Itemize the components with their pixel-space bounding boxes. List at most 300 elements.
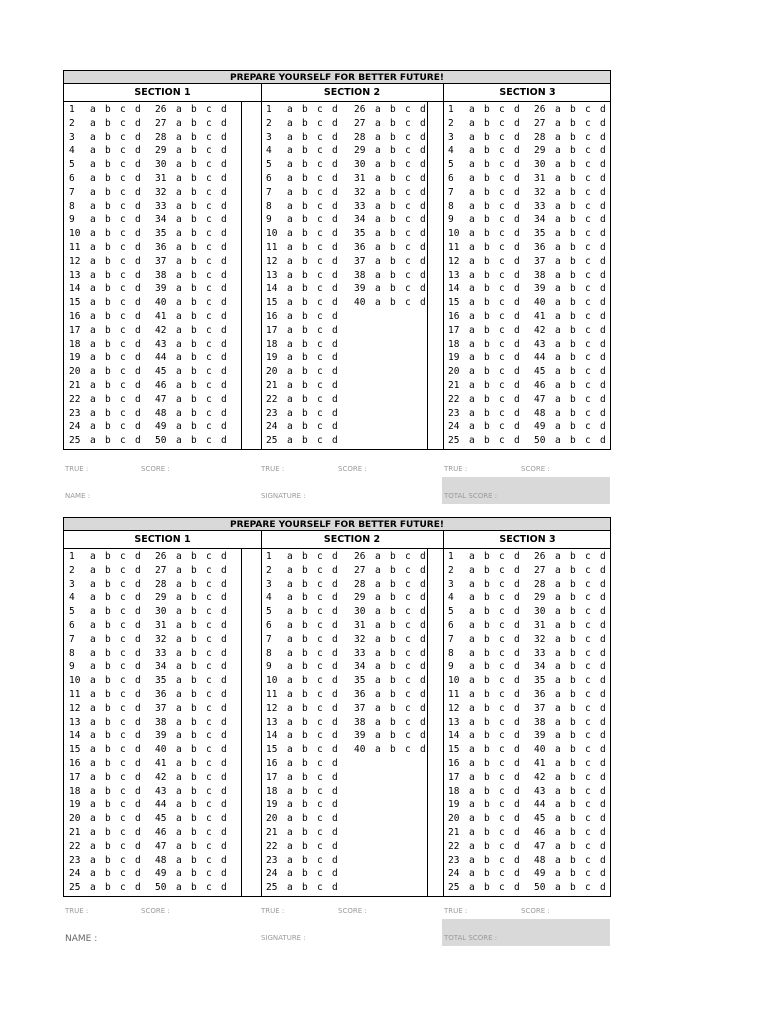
option-a[interactable]: a [90,551,96,562]
option-c[interactable]: c [206,310,212,322]
option-b[interactable]: b [570,840,576,852]
option-b[interactable]: b [105,661,111,673]
option-c[interactable]: c [499,421,505,433]
option-b[interactable]: b [484,117,490,129]
option-a[interactable]: a [469,578,475,590]
option-b[interactable]: b [570,366,576,378]
option-b[interactable]: b [105,592,111,604]
option-c[interactable]: c [585,744,591,756]
option-c[interactable]: c [585,826,591,838]
option-b[interactable]: b [570,241,576,253]
option-c[interactable]: c [317,117,323,129]
option-d[interactable]: d [332,633,338,645]
option-b[interactable]: b [302,813,308,825]
option-a[interactable]: a [176,661,182,673]
option-d[interactable]: d [600,310,606,322]
option-c[interactable]: c [585,647,591,659]
option-a[interactable]: a [555,324,561,336]
option-d[interactable]: d [332,338,338,350]
option-c[interactable]: c [585,255,591,267]
option-c[interactable]: c [317,757,323,769]
option-b[interactable]: b [105,578,111,590]
option-b[interactable]: b [484,407,490,419]
option-b[interactable]: b [302,269,308,281]
option-d[interactable]: d [135,297,141,309]
option-a[interactable]: a [287,675,293,687]
option-d[interactable]: d [221,868,227,880]
option-c[interactable]: c [317,730,323,742]
option-a[interactable]: a [176,352,182,364]
option-b[interactable]: b [484,661,490,673]
option-a[interactable]: a [176,131,182,143]
option-d[interactable]: d [600,407,606,419]
option-a[interactable]: a [555,214,561,226]
option-d[interactable]: d [135,826,141,838]
option-b[interactable]: b [484,606,490,618]
option-b[interactable]: b [302,104,308,115]
option-a[interactable]: a [469,730,475,742]
option-a[interactable]: a [469,785,475,797]
option-d[interactable]: d [514,826,520,838]
option-b[interactable]: b [570,799,576,811]
option-d[interactable]: d [600,145,606,157]
option-c[interactable]: c [120,200,126,212]
option-a[interactable]: a [555,338,561,350]
option-b[interactable]: b [302,716,308,728]
option-d[interactable]: d [332,854,338,866]
option-c[interactable]: c [405,688,411,700]
option-d[interactable]: d [332,117,338,129]
option-c[interactable]: c [120,269,126,281]
option-d[interactable]: d [332,186,338,198]
option-d[interactable]: d [332,131,338,143]
option-d[interactable]: d [332,785,338,797]
option-b[interactable]: b [191,324,197,336]
option-b[interactable]: b [191,104,197,115]
option-c[interactable]: c [120,324,126,336]
option-a[interactable]: a [176,606,182,618]
option-b[interactable]: b [105,716,111,728]
option-a[interactable]: a [469,297,475,309]
option-b[interactable]: b [570,675,576,687]
option-a[interactable]: a [176,619,182,631]
option-a[interactable]: a [469,606,475,618]
option-c[interactable]: c [317,200,323,212]
option-c[interactable]: c [317,744,323,756]
option-c[interactable]: c [206,352,212,364]
option-b[interactable]: b [105,606,111,618]
option-b[interactable]: b [570,435,576,447]
option-d[interactable]: d [514,688,520,700]
option-b[interactable]: b [191,868,197,880]
option-c[interactable]: c [405,117,411,129]
option-d[interactable]: d [221,578,227,590]
option-b[interactable]: b [570,421,576,433]
option-b[interactable]: b [302,702,308,714]
option-c[interactable]: c [585,564,591,576]
option-d[interactable]: d [600,338,606,350]
option-d[interactable]: d [135,606,141,618]
option-a[interactable]: a [176,283,182,295]
option-b[interactable]: b [105,255,111,267]
option-d[interactable]: d [514,379,520,391]
option-b[interactable]: b [302,366,308,378]
option-b[interactable]: b [191,564,197,576]
option-b[interactable]: b [302,688,308,700]
option-d[interactable]: d [135,592,141,604]
option-d[interactable]: d [420,172,426,184]
option-d[interactable]: d [221,393,227,405]
option-b[interactable]: b [570,393,576,405]
option-b[interactable]: b [570,716,576,728]
option-c[interactable]: c [120,813,126,825]
option-b[interactable]: b [302,730,308,742]
option-a[interactable]: a [469,702,475,714]
option-b[interactable]: b [105,269,111,281]
option-d[interactable]: d [332,324,338,336]
option-d[interactable]: d [135,647,141,659]
option-d[interactable]: d [135,633,141,645]
option-d[interactable]: d [332,283,338,295]
option-a[interactable]: a [375,564,381,576]
option-d[interactable]: d [221,104,227,115]
option-a[interactable]: a [375,200,381,212]
option-a[interactable]: a [469,186,475,198]
option-a[interactable]: a [469,117,475,129]
option-d[interactable]: d [420,145,426,157]
option-b[interactable]: b [105,421,111,433]
option-a[interactable]: a [287,771,293,783]
option-d[interactable]: d [514,633,520,645]
option-a[interactable]: a [287,352,293,364]
option-c[interactable]: c [499,228,505,240]
option-d[interactable]: d [600,241,606,253]
option-a[interactable]: a [469,131,475,143]
option-d[interactable]: d [135,564,141,576]
option-a[interactable]: a [90,131,96,143]
option-a[interactable]: a [176,186,182,198]
option-d[interactable]: d [600,771,606,783]
option-d[interactable]: d [221,435,227,447]
option-b[interactable]: b [191,283,197,295]
option-b[interactable]: b [191,131,197,143]
option-b[interactable]: b [105,813,111,825]
option-d[interactable]: d [600,214,606,226]
option-b[interactable]: b [105,619,111,631]
option-c[interactable]: c [317,297,323,309]
option-c[interactable]: c [206,131,212,143]
option-b[interactable]: b [570,200,576,212]
option-a[interactable]: a [555,702,561,714]
option-d[interactable]: d [420,619,426,631]
option-d[interactable]: d [332,310,338,322]
option-b[interactable]: b [191,785,197,797]
option-c[interactable]: c [206,647,212,659]
option-a[interactable]: a [90,117,96,129]
option-a[interactable]: a [287,159,293,171]
option-c[interactable]: c [206,868,212,880]
option-a[interactable]: a [287,633,293,645]
option-a[interactable]: a [469,421,475,433]
option-d[interactable]: d [135,702,141,714]
option-c[interactable]: c [120,730,126,742]
option-c[interactable]: c [120,421,126,433]
option-c[interactable]: c [585,730,591,742]
option-a[interactable]: a [375,675,381,687]
option-d[interactable]: d [514,421,520,433]
option-d[interactable]: d [332,688,338,700]
option-d[interactable]: d [221,407,227,419]
option-c[interactable]: c [499,606,505,618]
option-c[interactable]: c [317,592,323,604]
option-b[interactable]: b [484,813,490,825]
option-b[interactable]: b [570,757,576,769]
option-a[interactable]: a [176,592,182,604]
option-a[interactable]: a [469,435,475,447]
option-d[interactable]: d [135,338,141,350]
option-a[interactable]: a [176,435,182,447]
option-b[interactable]: b [191,771,197,783]
option-d[interactable]: d [332,352,338,364]
option-d[interactable]: d [135,131,141,143]
option-d[interactable]: d [600,564,606,576]
option-c[interactable]: c [317,551,323,562]
option-b[interactable]: b [191,366,197,378]
option-b[interactable]: b [191,716,197,728]
option-a[interactable]: a [176,338,182,350]
option-d[interactable]: d [135,578,141,590]
option-b[interactable]: b [191,840,197,852]
option-a[interactable]: a [469,647,475,659]
option-a[interactable]: a [375,283,381,295]
option-c[interactable]: c [499,117,505,129]
option-d[interactable]: d [221,255,227,267]
option-c[interactable]: c [585,592,591,604]
option-b[interactable]: b [484,619,490,631]
option-d[interactable]: d [514,214,520,226]
option-c[interactable]: c [317,421,323,433]
option-a[interactable]: a [555,647,561,659]
option-b[interactable]: b [570,131,576,143]
option-c[interactable]: c [120,338,126,350]
option-a[interactable]: a [90,310,96,322]
option-a[interactable]: a [90,688,96,700]
option-b[interactable]: b [570,338,576,350]
option-d[interactable]: d [514,854,520,866]
option-b[interactable]: b [302,407,308,419]
option-d[interactable]: d [221,757,227,769]
option-d[interactable]: d [221,310,227,322]
option-b[interactable]: b [191,882,197,894]
option-b[interactable]: b [191,393,197,405]
option-d[interactable]: d [420,564,426,576]
option-d[interactable]: d [221,702,227,714]
option-a[interactable]: a [287,104,293,115]
option-c[interactable]: c [120,785,126,797]
option-a[interactable]: a [555,117,561,129]
option-d[interactable]: d [332,826,338,838]
option-b[interactable]: b [570,379,576,391]
option-a[interactable]: a [90,868,96,880]
option-c[interactable]: c [405,675,411,687]
option-d[interactable]: d [420,688,426,700]
option-b[interactable]: b [484,799,490,811]
option-c[interactable]: c [120,757,126,769]
option-b[interactable]: b [105,117,111,129]
option-a[interactable]: a [287,785,293,797]
option-c[interactable]: c [206,186,212,198]
option-b[interactable]: b [105,200,111,212]
option-c[interactable]: c [120,352,126,364]
option-c[interactable]: c [405,661,411,673]
option-c[interactable]: c [585,131,591,143]
option-b[interactable]: b [390,564,396,576]
option-b[interactable]: b [105,675,111,687]
option-c[interactable]: c [585,186,591,198]
option-c[interactable]: c [499,551,505,562]
option-d[interactable]: d [135,366,141,378]
option-d[interactable]: d [420,104,426,115]
option-b[interactable]: b [484,145,490,157]
option-c[interactable]: c [405,578,411,590]
option-c[interactable]: c [405,172,411,184]
option-c[interactable]: c [585,407,591,419]
option-a[interactable]: a [375,592,381,604]
option-d[interactable]: d [514,675,520,687]
option-d[interactable]: d [221,297,227,309]
option-c[interactable]: c [317,716,323,728]
option-c[interactable]: c [499,393,505,405]
option-d[interactable]: d [420,241,426,253]
option-a[interactable]: a [375,172,381,184]
option-b[interactable]: b [302,592,308,604]
option-d[interactable]: d [332,592,338,604]
option-b[interactable]: b [570,407,576,419]
option-d[interactable]: d [221,324,227,336]
option-b[interactable]: b [484,186,490,198]
option-a[interactable]: a [287,393,293,405]
option-c[interactable]: c [317,159,323,171]
option-a[interactable]: a [287,757,293,769]
option-c[interactable]: c [499,675,505,687]
option-a[interactable]: a [469,338,475,350]
option-a[interactable]: a [176,200,182,212]
option-a[interactable]: a [176,241,182,253]
option-b[interactable]: b [105,840,111,852]
option-a[interactable]: a [555,771,561,783]
option-b[interactable]: b [302,854,308,866]
option-d[interactable]: d [135,716,141,728]
option-b[interactable]: b [570,104,576,115]
option-c[interactable]: c [499,757,505,769]
option-c[interactable]: c [405,214,411,226]
option-c[interactable]: c [499,633,505,645]
option-d[interactable]: d [135,145,141,157]
option-d[interactable]: d [221,283,227,295]
option-a[interactable]: a [375,255,381,267]
option-b[interactable]: b [302,172,308,184]
option-b[interactable]: b [484,352,490,364]
option-d[interactable]: d [514,730,520,742]
option-a[interactable]: a [176,117,182,129]
option-d[interactable]: d [514,310,520,322]
option-d[interactable]: d [135,393,141,405]
option-a[interactable]: a [287,882,293,894]
option-d[interactable]: d [514,661,520,673]
option-b[interactable]: b [484,255,490,267]
option-b[interactable]: b [484,228,490,240]
option-b[interactable]: b [191,214,197,226]
option-c[interactable]: c [499,661,505,673]
option-a[interactable]: a [555,352,561,364]
option-d[interactable]: d [420,578,426,590]
option-b[interactable]: b [570,145,576,157]
option-b[interactable]: b [390,675,396,687]
option-b[interactable]: b [390,744,396,756]
option-c[interactable]: c [120,435,126,447]
option-b[interactable]: b [570,186,576,198]
option-d[interactable]: d [600,606,606,618]
option-a[interactable]: a [555,200,561,212]
option-b[interactable]: b [191,145,197,157]
option-d[interactable]: d [600,269,606,281]
option-d[interactable]: d [135,730,141,742]
option-d[interactable]: d [420,606,426,618]
option-a[interactable]: a [555,744,561,756]
option-b[interactable]: b [302,785,308,797]
option-d[interactable]: d [514,564,520,576]
option-d[interactable]: d [420,159,426,171]
option-b[interactable]: b [390,716,396,728]
option-d[interactable]: d [221,619,227,631]
option-c[interactable]: c [120,159,126,171]
option-c[interactable]: c [206,785,212,797]
option-d[interactable]: d [332,661,338,673]
option-b[interactable]: b [484,310,490,322]
option-a[interactable]: a [90,435,96,447]
option-a[interactable]: a [287,813,293,825]
option-d[interactable]: d [332,840,338,852]
option-d[interactable]: d [332,868,338,880]
option-c[interactable]: c [317,338,323,350]
option-a[interactable]: a [176,324,182,336]
option-a[interactable]: a [90,324,96,336]
option-b[interactable]: b [105,393,111,405]
option-a[interactable]: a [176,799,182,811]
option-c[interactable]: c [120,675,126,687]
option-d[interactable]: d [514,744,520,756]
option-d[interactable]: d [332,744,338,756]
option-a[interactable]: a [176,854,182,866]
option-a[interactable]: a [469,854,475,866]
option-c[interactable]: c [499,159,505,171]
option-c[interactable]: c [585,757,591,769]
option-c[interactable]: c [317,799,323,811]
option-b[interactable]: b [105,297,111,309]
option-b[interactable]: b [105,854,111,866]
option-d[interactable]: d [332,551,338,562]
option-d[interactable]: d [221,840,227,852]
option-c[interactable]: c [585,421,591,433]
option-b[interactable]: b [570,633,576,645]
option-a[interactable]: a [555,393,561,405]
option-b[interactable]: b [191,551,197,562]
option-c[interactable]: c [317,393,323,405]
option-a[interactable]: a [555,564,561,576]
option-c[interactable]: c [206,241,212,253]
option-d[interactable]: d [514,283,520,295]
option-a[interactable]: a [555,255,561,267]
